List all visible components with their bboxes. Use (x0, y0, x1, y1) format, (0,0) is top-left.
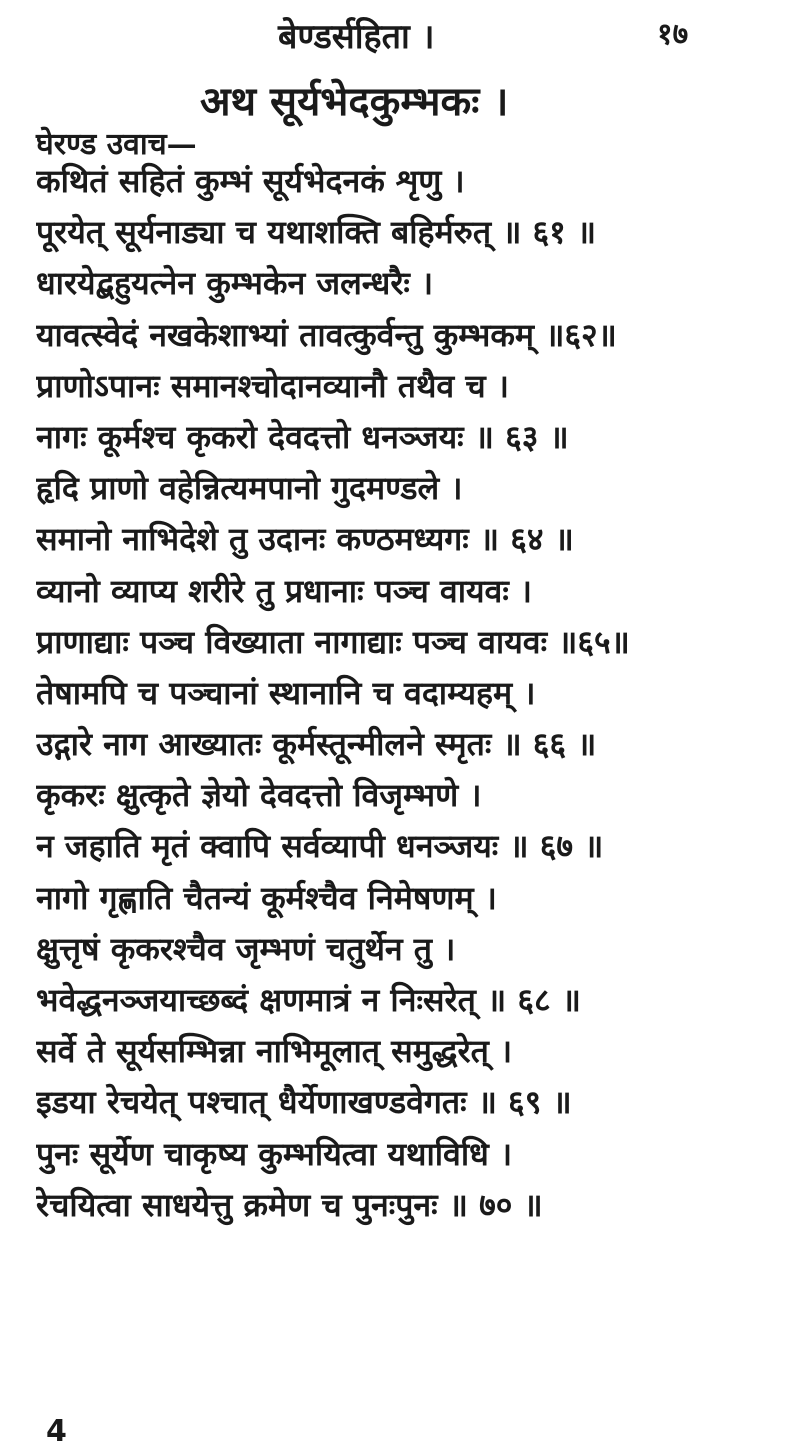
verse-line: भवेद्धनञ्जयाच्छब्दं क्षणमात्रं न निःसरेत् ॥ ६८ ॥ (36, 981, 581, 1019)
verse-line: तेषामपि च पञ्चानां स्थानानि च वदाम्यहम् । (36, 673, 536, 712)
verse-block (36, 158, 786, 1233)
verse-line: व्यानो व्याप्य शरीरे तु प्रधानाः पञ्च वायवः । (36, 571, 533, 610)
verse-line: नागः कूर्मश्च कृकरो देवदत्तो धनञ्जयः ॥ ६३ ॥ (36, 417, 569, 456)
verse-line: प्राणाद्याः पञ्च विख्याता नागाद्याः पञ्च वायवः ॥६५॥ (36, 622, 630, 661)
running-header-title: बेण्डर्सहिता । (278, 17, 435, 57)
verse-line: उद्गारे नाग आख्यातः कूर्मस्तून्मीलने स्मृतः ॥ ६६ ॥ (36, 725, 597, 764)
verse-line: नागो गृह्णाति चैतन्यं कूर्मश्चैव निमेषणम् । (36, 878, 497, 917)
verse-line: हृदि प्राणो वहेन्नित्यमपानो गुदमण्डले । (36, 469, 463, 508)
verse-line: न जहाति मृतं क्वापि सर्वव्यापी धनञ्जयः ॥ ६७ ॥ (36, 827, 604, 866)
verse-line: यावत्स्वेदं नखकेशाभ्यां तावत्कुर्वन्तु कुम्भकम् ॥६२॥ (36, 315, 617, 354)
signature-mark: 4 (46, 1414, 67, 1449)
verse-line: पुनः सूर्येण चाकृष्य कुम्भयित्वा यथाविधि । (36, 1134, 513, 1173)
verse-line: समानो नाभिदेशे तु उदानः कण्ठमध्यगः ॥ ६४ ॥ (36, 520, 574, 559)
verse-line: सर्वे ते सूर्यसम्भिन्ना नाभिमूलात् समुद्धरेत् । (36, 1032, 513, 1071)
verse-line: पूरयेत् सूर्यनाड्या च यथाशक्ति बहिर्मरुत् ॥ ६१ ॥ (36, 213, 597, 252)
verse-line: रेचयित्वा साधयेत्तु क्रमेण च पुनःपुनः ॥ ७० ॥ (36, 1185, 543, 1224)
verse-line: इडया रेचयेत् पश्चात् धैर्येणाखण्डवेगतः ॥ ६९ ॥ (36, 1083, 572, 1122)
verse-line: क्षुत्तृषं कृकरश्चैव जृम्भणं चतुर्थेन तु । (36, 929, 456, 968)
speaker-line: घेरण्ड उवाच— (36, 127, 197, 162)
verse-line: प्राणोऽपानः समानश्चोदानव्यानौ तथैव च । (36, 366, 509, 405)
verse-line: कथितं सहितं कुम्भं सूर्यभेदनकं शृणु । (36, 162, 465, 200)
verse-line: कृकरः क्षुत्कृते ज्ञेयो देवदत्तो विजृम्भणे । (36, 776, 482, 815)
verse-line: धारयेद्बहुयत्नेन कुम्भकेन जलन्धरैः । (36, 264, 434, 303)
section-heading: अथ सूर्यभेदकुम्भकः । (200, 78, 509, 125)
page-number: १७ (657, 17, 689, 52)
